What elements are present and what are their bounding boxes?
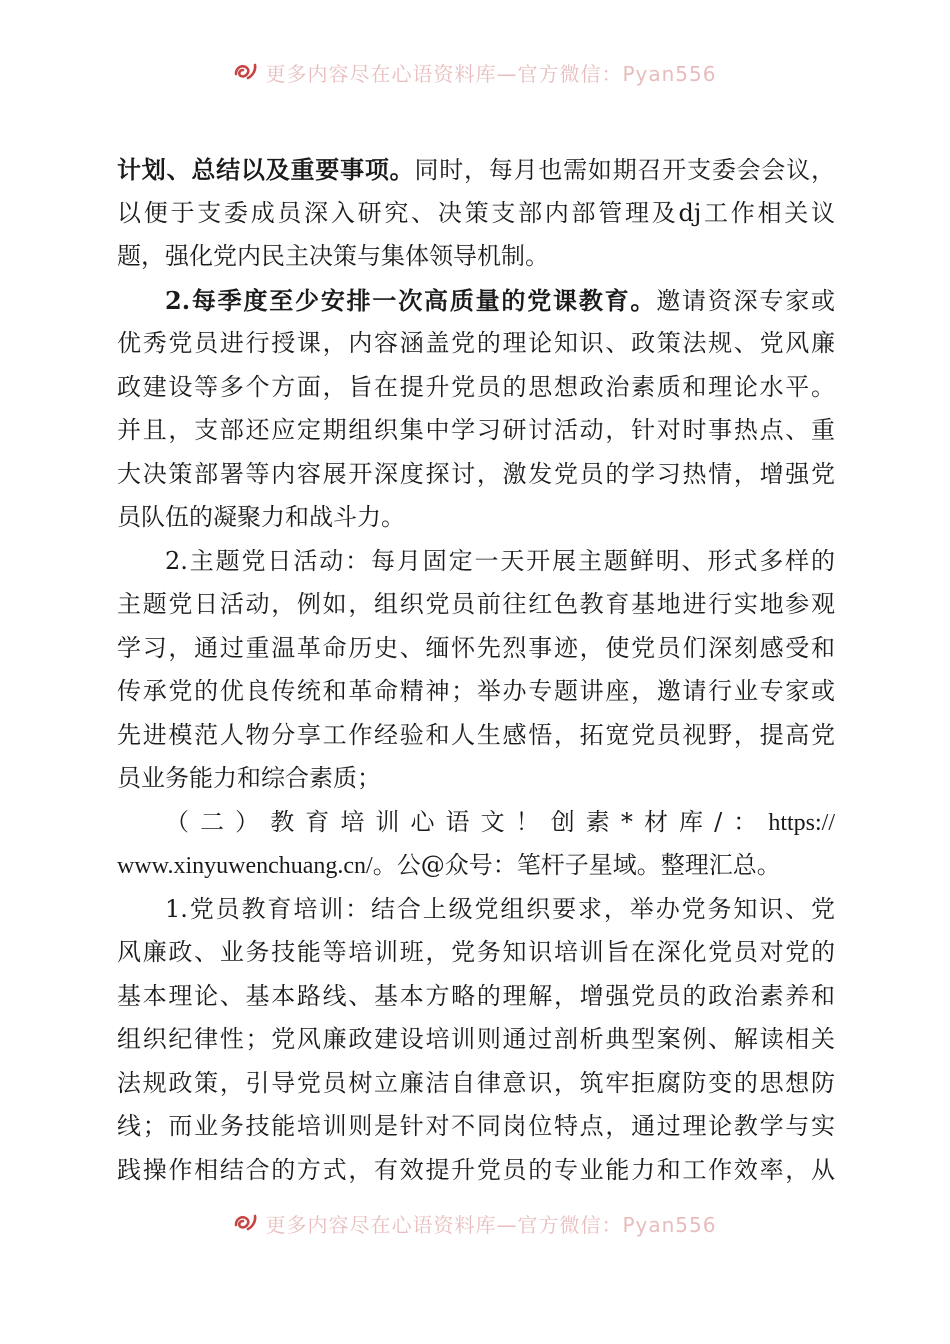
- brand-logo-icon: [233, 1210, 259, 1236]
- line-text: 。公@众号：笔杆子星域。整理汇总。: [372, 851, 781, 879]
- paragraph-line: 风廉政、业务技能等培训班，党务知识培训旨在深化党员对党的: [117, 938, 835, 966]
- paragraph-line: 并且，支部还应定期组织集中学习研讨活动，针对时事热点、重: [117, 416, 835, 444]
- footer-watermark: [0, 1203, 950, 1243]
- paragraph-line: 员队伍的凝聚力和战斗力。: [117, 503, 405, 531]
- paragraph-line: 政建设等多个方面，旨在提升党员的思想政治素质和理论水平。: [117, 372, 835, 401]
- line-text: 同时，每月也需如期召开支委会会议，: [414, 156, 835, 184]
- section-heading-line: [117, 844, 835, 888]
- document-body: [117, 148, 835, 1192]
- line-text: 邀请资深专家或: [656, 286, 835, 315]
- paragraph-line: 基本理论、基本路线、基本方略的理解，增强党员的政治素养和: [117, 981, 835, 1010]
- bold-heading: 2.每季度至少安排一次高质量的党课教育。: [165, 285, 657, 315]
- paragraph-line: [117, 279, 835, 323]
- paragraph-line: 先进模范人物分享工作经验和人生感悟，拓宽党员视野，提高党: [117, 720, 835, 749]
- paragraph-line: 员业务能力和综合素质；: [117, 764, 381, 792]
- paragraph-line: 传承党的优良传统和革命精神；举办专题讲座，邀请行业专家或: [117, 677, 835, 705]
- header-watermark: [0, 52, 950, 92]
- watermark-text: 更多内容尽在心语资料库—官方微信：Pyan556: [265, 1212, 717, 1237]
- paragraph-line: 组织纪律性；党风廉政建设培训则通过剖析典型案例、解读相关: [117, 1025, 835, 1053]
- paragraph-line: 题，强化党内民主决策与集体领导机制。: [117, 242, 549, 270]
- brand-logo-icon: [233, 59, 259, 85]
- bold-heading: 计划、总结以及重要事项。: [117, 155, 415, 184]
- paragraph-line: 践操作相结合的方式，有效提升党员的专业能力和工作效率，从: [117, 1155, 835, 1184]
- paragraph-line: 法规政策，引导党员树立廉洁自律意识，筑牢拒腐防变的思想防: [117, 1068, 835, 1097]
- paragraph-line: 1.党员教育培训：结合上级党组织要求，举办党务知识、党: [165, 894, 835, 923]
- section-heading: （二）教育培训心语文！创素*材库/：: [165, 807, 769, 836]
- watermark-text: 更多内容尽在心语资料库—官方微信：Pyan556: [265, 61, 717, 86]
- url-link[interactable]: https://: [768, 809, 835, 836]
- paragraph-line: 以便于支委成员深入研究、决策支部内部管理及dj工作相关议: [117, 198, 835, 227]
- paragraph-line: 学习，通过重温革命历史、缅怀先烈事迹，使党员们深刻感受和: [117, 633, 835, 662]
- section-heading-line: [117, 801, 835, 845]
- paragraph-line: 大决策部署等内容展开深度探讨，激发党员的学习热情，增强党: [117, 459, 835, 488]
- paragraph-line: 线；而业务技能培训则是针对不同岗位特点，通过理论教学与实: [117, 1112, 835, 1140]
- paragraph-line: 优秀党员进行授课，内容涵盖党的理论知识、政策法规、党风廉: [117, 329, 835, 357]
- paragraph-line: 主题党日活动，例如，组织党员前往红色教育基地进行实地参观: [117, 590, 835, 618]
- url-link[interactable]: www.xinyuwenchuang.cn/: [117, 853, 373, 879]
- paragraph-line: 2.主题党日活动：每月固定一天开展主题鲜明、形式多样的: [165, 546, 835, 575]
- paragraph-line: [117, 148, 835, 192]
